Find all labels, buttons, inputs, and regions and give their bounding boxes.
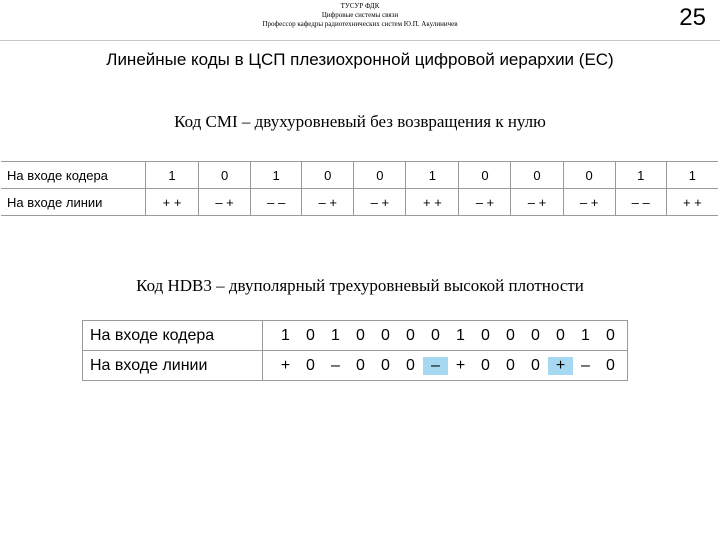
- table-cell: – –: [615, 189, 666, 216]
- header-author: Профессор кафедры радиотехнических систем Ю.П. Акулиничев: [262, 20, 458, 28]
- row-label: На входе кодера: [83, 321, 263, 351]
- table-cell: 1: [615, 162, 666, 189]
- symbol: 0: [506, 356, 515, 374]
- symbol: 0: [431, 326, 440, 344]
- symbol: 0: [506, 326, 515, 344]
- symbol: +: [280, 356, 291, 374]
- table-row: [83, 351, 628, 381]
- slide-title: Линейные коды в ЦСП плезиохронной цифровой иерархии (ЕС): [106, 50, 614, 69]
- header-university: ТУСУР ФДК: [340, 2, 380, 10]
- table-cell: 0: [199, 162, 251, 189]
- symbol: 0: [381, 356, 390, 374]
- symbol: –: [581, 356, 590, 374]
- table-cell: – +: [511, 189, 563, 216]
- table-row: [1, 189, 718, 216]
- symbol: 0: [381, 326, 390, 344]
- table-cell: + +: [146, 189, 199, 216]
- symbol: 0: [606, 326, 615, 344]
- table-cell: – +: [459, 189, 511, 216]
- symbol: 0: [356, 356, 365, 374]
- table-cell: – –: [251, 189, 302, 216]
- header-info: [0, 2, 720, 29]
- table-cell: + +: [406, 189, 459, 216]
- symbol: 1: [281, 326, 290, 344]
- table-cell: 1: [251, 162, 302, 189]
- table-cell: 0: [563, 162, 615, 189]
- table-cell: 1: [146, 162, 199, 189]
- table-cell: + +: [666, 189, 718, 216]
- symbol: –: [331, 356, 340, 374]
- symbol: 0: [306, 326, 315, 344]
- symbol: 0: [306, 356, 315, 374]
- table-cell: 1: [666, 162, 718, 189]
- header-divider: [0, 40, 720, 41]
- symbol-sequence: [263, 321, 628, 351]
- table-cell: – +: [563, 189, 615, 216]
- row-label: На входе линии: [1, 189, 146, 216]
- row-label: На входе линии: [83, 351, 263, 381]
- symbol: 0: [556, 326, 565, 344]
- hdb3-heading: Код HDB3 – двуполярный трехуровневый высокой плотности: [136, 276, 584, 295]
- table-row: [1, 162, 718, 189]
- symbol: +: [455, 356, 466, 374]
- table-cell: – +: [302, 189, 354, 216]
- table-cell: 1: [406, 162, 459, 189]
- row-label: На входе кодера: [1, 162, 146, 189]
- page-number: 25: [679, 4, 706, 31]
- symbol: 0: [356, 326, 365, 344]
- cmi-table: [1, 161, 718, 216]
- violation-symbol: +: [548, 357, 573, 375]
- symbol: 0: [531, 326, 540, 344]
- cmi-heading: Код CMI – двухуровневый без возвращения к нулю: [174, 112, 546, 131]
- symbol-sequence: [263, 351, 628, 381]
- table-cell: – +: [199, 189, 251, 216]
- symbol: 0: [406, 326, 415, 344]
- symbol: 0: [406, 356, 415, 374]
- table-cell: 0: [459, 162, 511, 189]
- table-row: [83, 321, 628, 351]
- slide-header: [0, 0, 720, 40]
- table-cell: 0: [511, 162, 563, 189]
- symbol: 1: [581, 326, 590, 344]
- symbol: 0: [481, 356, 490, 374]
- symbol: 0: [481, 326, 490, 344]
- table-cell: 0: [302, 162, 354, 189]
- symbol: 1: [456, 326, 465, 344]
- symbol: 0: [531, 356, 540, 374]
- symbol: 0: [606, 356, 615, 374]
- header-course: Цифровые системы связи: [321, 11, 399, 19]
- violation-symbol: –: [423, 357, 448, 375]
- symbol: 1: [331, 326, 340, 344]
- table-cell: 0: [354, 162, 406, 189]
- hdb3-table: [82, 320, 628, 381]
- table-cell: – +: [354, 189, 406, 216]
